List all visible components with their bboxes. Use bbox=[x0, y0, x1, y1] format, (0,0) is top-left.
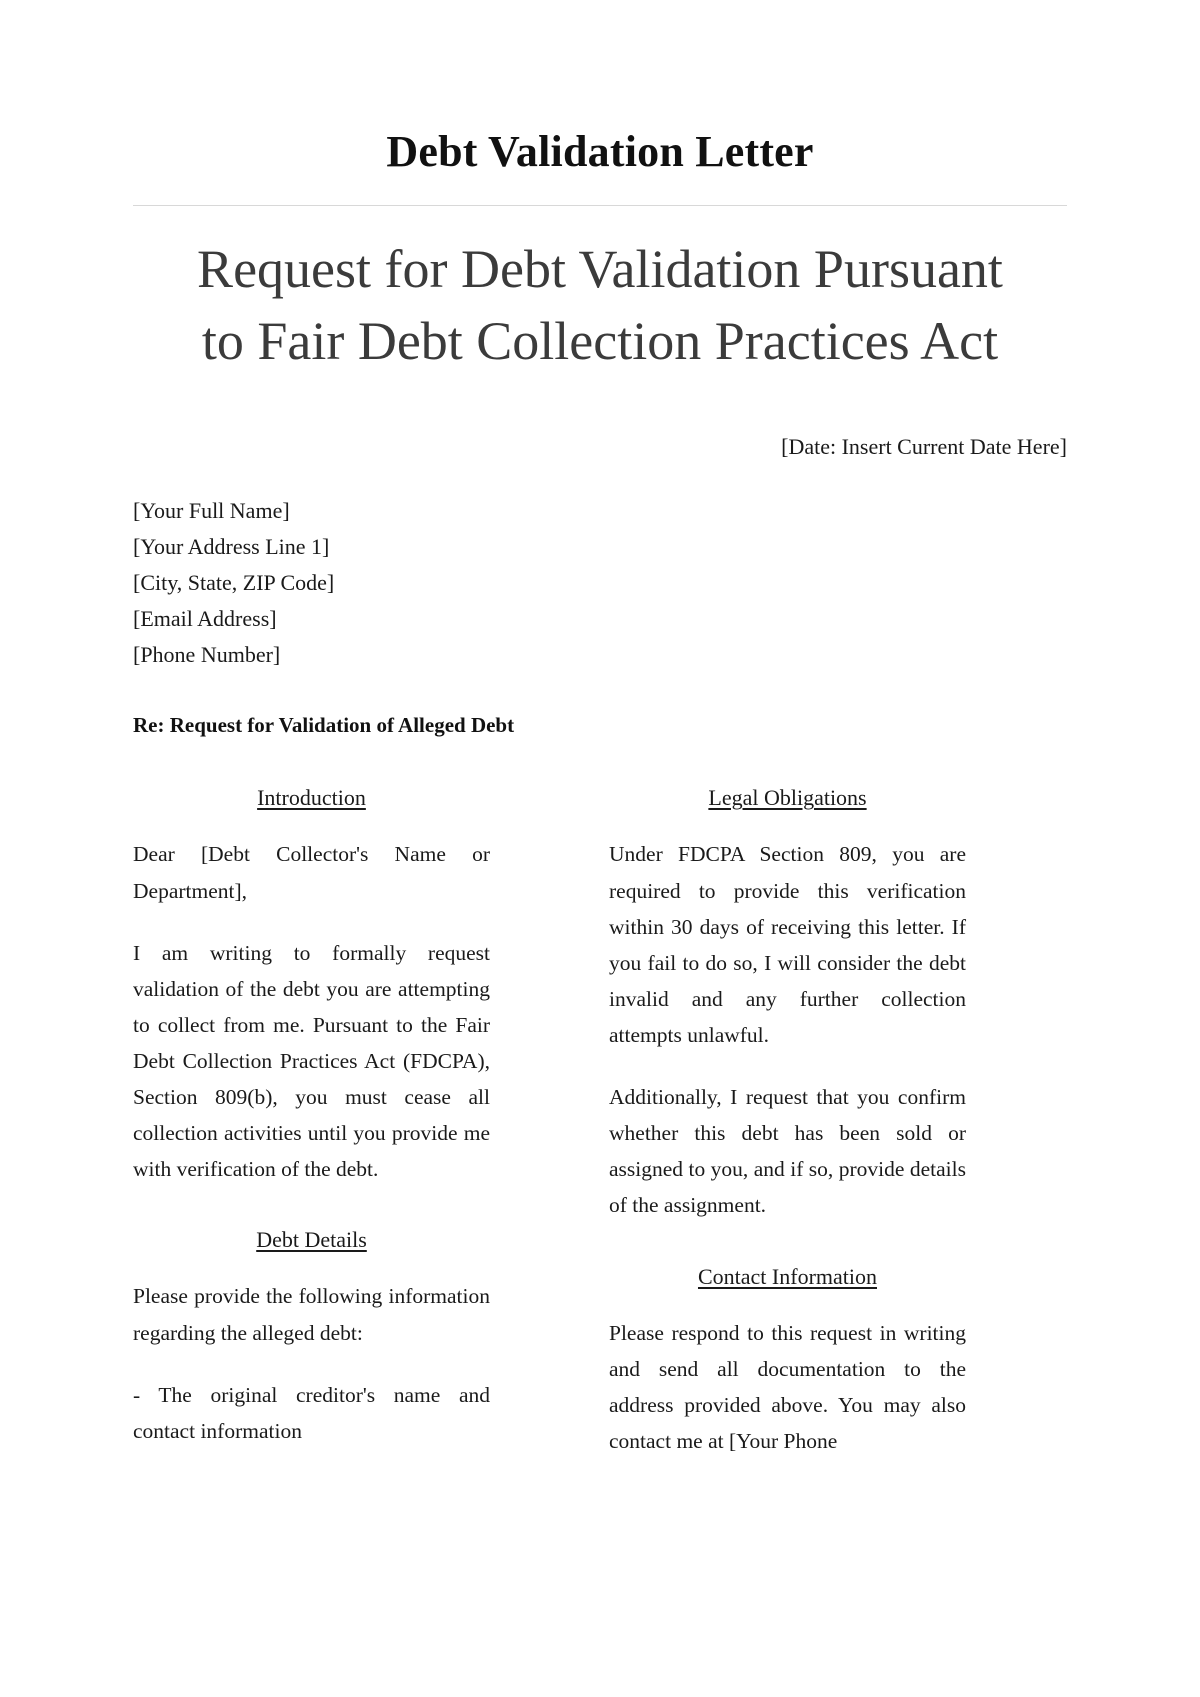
left-column bbox=[133, 785, 490, 1459]
two-column-body bbox=[133, 785, 1067, 1459]
section-introduction bbox=[133, 785, 490, 1187]
section-legal-obligations bbox=[609, 785, 966, 1223]
section-heading-legal-obligations: Legal Obligations bbox=[708, 785, 867, 811]
paragraph-introduction-body: I am writing to formally request validation of the debt you are attempting to collect from me. Pursuant to the Fair Debt Collection Practices Act (FDCPA), Section 809(b), you must cease all collection activities until you provide me with verification of the debt. bbox=[133, 940, 490, 1182]
sender-address-block bbox=[133, 493, 1067, 673]
address-line-city-state-zip: [City, State, ZIP Code] bbox=[133, 570, 335, 596]
right-column bbox=[609, 785, 966, 1459]
section-heading-debt-details: Debt Details bbox=[256, 1227, 367, 1253]
header-divider bbox=[133, 205, 1067, 206]
section-heading-contact-information: Contact Information bbox=[697, 1263, 877, 1289]
paragraph-legal-obligations-additional: Additionally, I request that you confirm whether this debt has been sold or assigned to you, and if so, provide details of the assignment. bbox=[609, 1085, 966, 1218]
paragraph-salutation: Dear [Debt Collector's Name or Department], bbox=[133, 842, 490, 903]
section-heading-introduction: Introduction bbox=[257, 785, 366, 811]
subject-line: Re: Request for Validation of Alleged Debt bbox=[133, 713, 515, 738]
paragraph-debt-details-item-1: - The original creditor's name and contact information bbox=[133, 1382, 490, 1443]
header-title: Debt Validation Letter bbox=[386, 127, 814, 176]
address-line-phone: [Phone Number] bbox=[133, 642, 281, 668]
paragraph-legal-obligations-body: Under FDCPA Section 809, you are required to provide this verification within 30 days of receiving this letter. If you fail to do so, I will consider the debt invalid and any further collection attempts unlawful. bbox=[609, 842, 966, 1047]
address-line-street: [Your Address Line 1] bbox=[133, 534, 330, 560]
address-line-email: [Email Address] bbox=[133, 606, 277, 632]
address-line-name: [Your Full Name] bbox=[133, 498, 290, 524]
section-contact-information bbox=[609, 1264, 966, 1459]
paragraph-contact-information-body: Please respond to this request in writing and send all documentation to the address provided above. You may also contact me at [Your Phone bbox=[609, 1320, 966, 1453]
section-debt-details bbox=[133, 1227, 490, 1448]
page-title: Request for Debt Validation Pursuant to Fair Debt Collection Practices Act bbox=[197, 239, 1003, 372]
document-header bbox=[133, 0, 1067, 206]
date-line: [Date: Insert Current Date Here] bbox=[781, 434, 1067, 460]
paragraph-debt-details-intro: Please provide the following information regarding the alleged debt: bbox=[133, 1284, 490, 1345]
